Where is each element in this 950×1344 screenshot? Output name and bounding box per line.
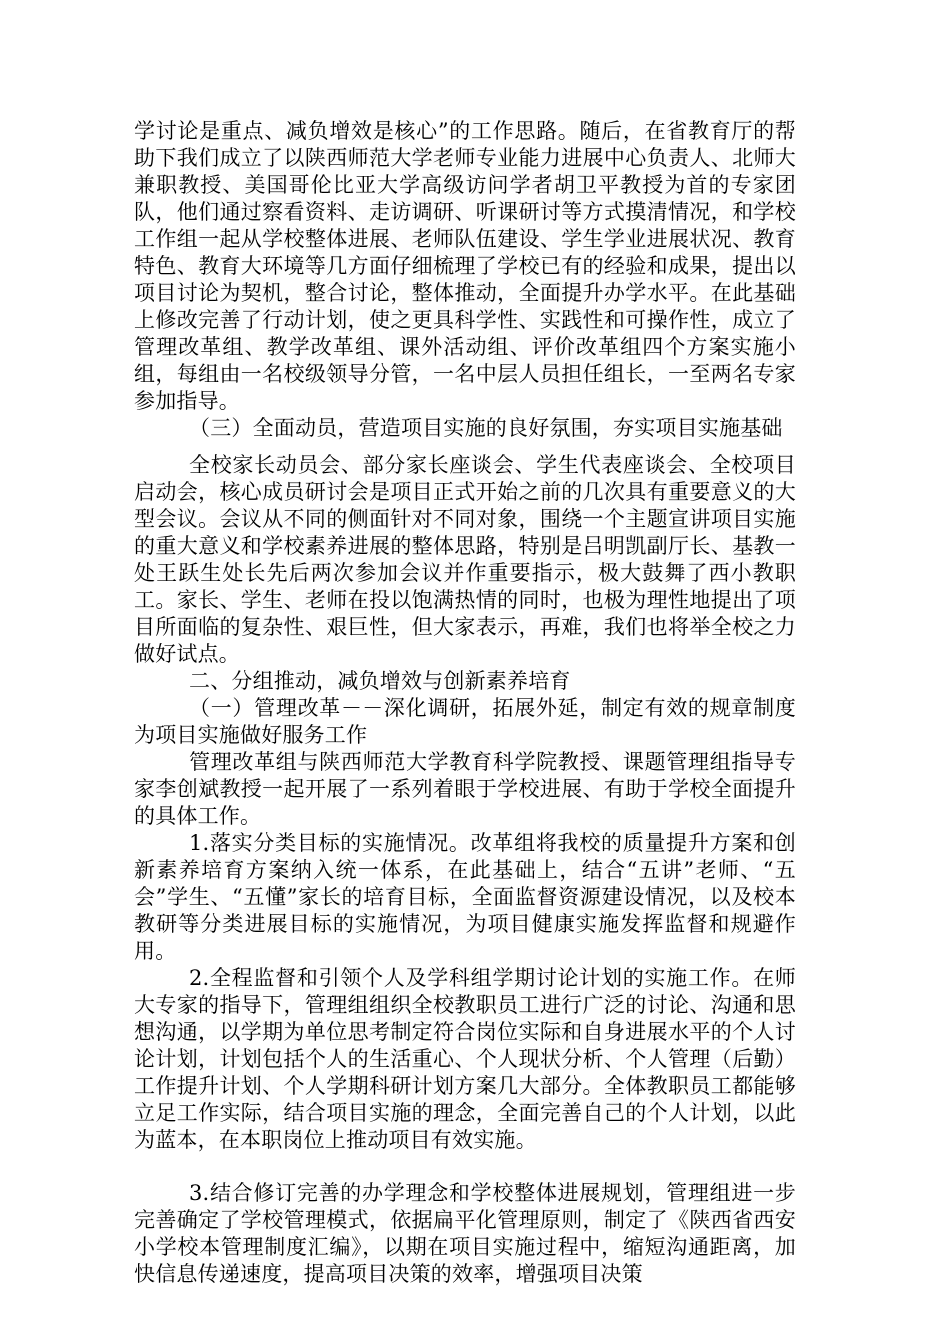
body-paragraph: 学讨论是重点、减负增效是核心”的工作思路。随后，在省教育厅的帮助下我们成立了以陕西师范大学老师专业能力进展中心负责人、北师大兼职教授、美国哥伦比亚大学高级访问学者胡卫平教授为首的专家团队，他们通过察看资料、走访调研、听课研讨等方式摸清情况，和学校工作组一起从学校整体进展、老师队伍建设、学生学业进展状况、教育特色、教育大环境等几方面仔细梳理了学校已有的经验和成果，提出以项目讨论为契机，整合讨论，整体推动，全面提升办学水平。在此基础上修改完善了行动计划，使之更具科学性、实践性和可操作性，成立了管理改革组、教学改革组、课外活动组、评价改革组四个方案实施小组，每组由一名校级领导分管，一名中层人员担任组长，一至两名专家参加指导。 (134, 119, 796, 413)
document-page (134, 118, 796, 1288)
numbered-paragraph: 3.结合修订完善的办学理念和学校整体进展规划，管理组进一步完善确定了学校管理模式，依据扁平化管理原则，制定了《陕西省西安小学校本管理制度汇编》，以期在项目实施过程中，缩短沟通距离，加快信息传递速度，提高项目决策的效率，增强项目决策 (134, 1181, 796, 1286)
section-heading: 二、分组推动，减负增效与创新素养培育 (189, 669, 571, 693)
subsection-heading: （三）全面动员，营造项目实施的良好氛围，夯实项目实施基础 (189, 416, 783, 440)
numbered-paragraph: 2.全程监督和引领个人及学科组学期讨论计划的实施工作。在师大专家的指导下，管理组组织全校教职员工进行广泛的讨论、沟通和思想沟通，以学期为单位思考制定符合岗位实际和自身进展水平的个人讨论计划，计划包括个人的生活重心、个人现状分析、个人管理（后勤）工作提升计划、个人学期科研计划方案几大部分。全体教职员工都能够立足工作实际，结合项目实施的理念，全面完善自己的个人计划，以此为蓝本，在本职岗位上推动项目有效实施。 (134, 966, 796, 1152)
subsection-heading: （一）管理改革－－深化调研，拓展外延，制定有效的规章制度为项目实施做好服务工作 (134, 696, 796, 747)
body-paragraph: 全校家长动员会、部分家长座谈会、学生代表座谈会、全校项目启动会，核心成员研讨会是项目正式开始之前的几次具有重要意义的大型会议。会议从不同的侧面针对不同对象，围绕一个主题宣讲项目实施的重大意义和学校素养进展的整体思路，特别是吕明凯副厅长、基教一处王跃生处长先后两次参加会议并作重要指示，极大鼓舞了西小教职工。家长、学生、老师在投以饱满热情的同时，也极为理性地提出了项目所面临的复杂性、艰巨性，但大家表示，再难，我们也将举全校之力做好试点。 (134, 453, 796, 666)
body-paragraph: 管理改革组与陕西师范大学教育科学院教授、课题管理组指导专家李创斌教授一起开展了一系列着眼于学校进展、有助于学校全面提升的具体工作。 (134, 750, 796, 828)
numbered-paragraph: 1.落实分类目标的实施情况。改革组将我校的质量提升方案和创新素养培育方案纳入统一体系，在此基础上，结合“五讲”老师、“五会”学生、“五懂”家长的培育目标，全面监督资源建设情况，以及校本教研等分类进展目标的实施情况，为项目健康实施发挥监督和规避作用。 (134, 831, 796, 963)
